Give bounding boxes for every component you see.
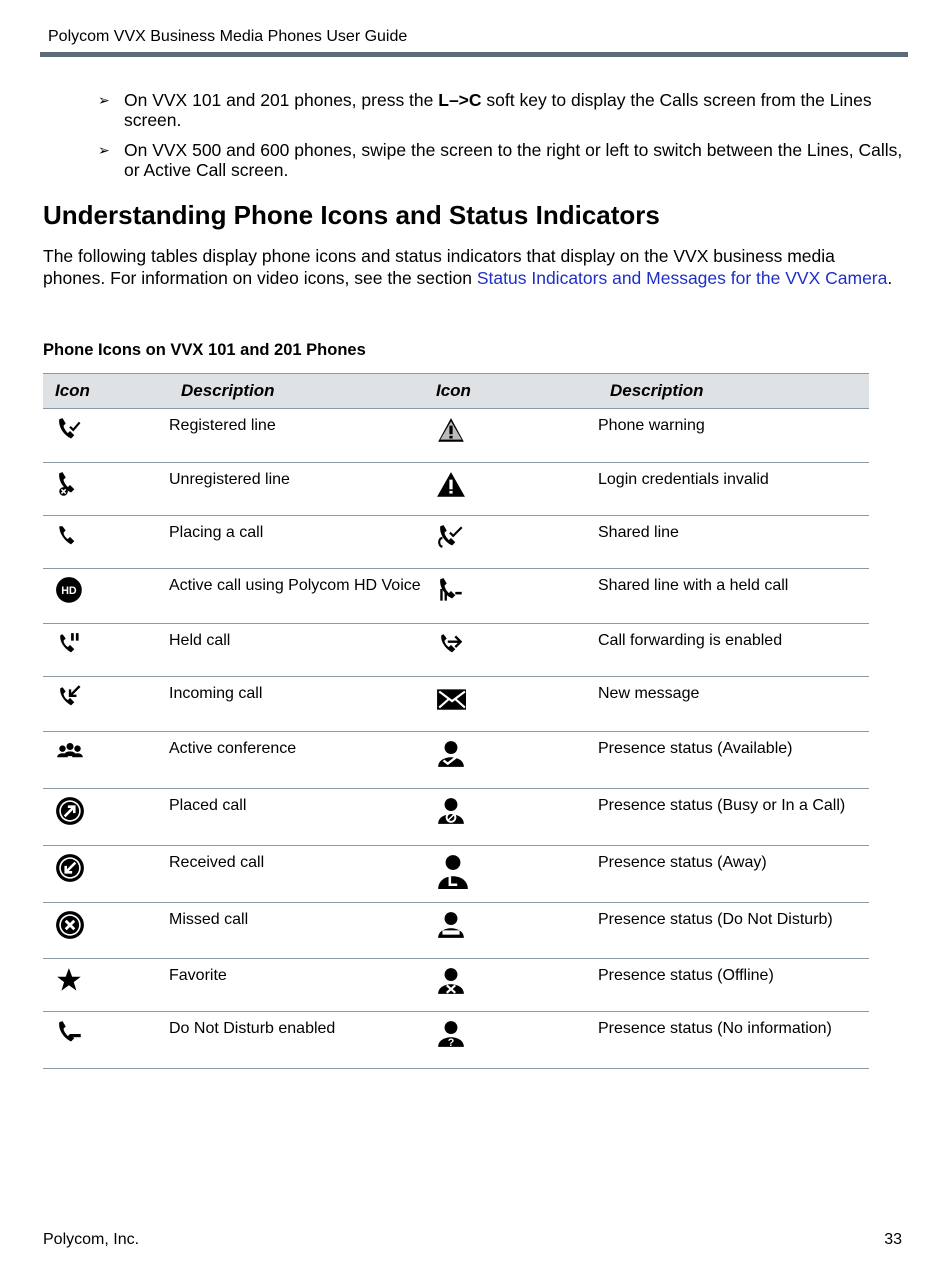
description-cell: Registered line [169, 409, 424, 463]
icon-cell [424, 569, 598, 624]
icon-cell [424, 732, 598, 789]
icon-cell [424, 1012, 598, 1069]
presence-dnd-icon [436, 910, 598, 940]
bullet-text: On VVX 500 and 600 phones, swipe the screen to the right or left to switch between the Lines, Calls, or Active Call screen. [124, 140, 903, 180]
description-cell: Active call using Polycom HD Voice [169, 569, 424, 624]
icon-cell [43, 846, 169, 903]
icon-cell [43, 732, 169, 789]
description-cell: Shared line with a held call [598, 569, 869, 624]
presence-offline-icon [436, 966, 598, 996]
description-cell: Active conference [169, 732, 424, 789]
placing-call-icon [55, 523, 169, 553]
received-call-icon [55, 853, 169, 883]
description-cell: Call forwarding is enabled [598, 624, 869, 677]
icon-cell [43, 463, 169, 516]
missed-call-icon [55, 910, 169, 940]
svg-text:?: ? [447, 1036, 455, 1049]
icon-cell [424, 624, 598, 677]
table-row [43, 959, 869, 1012]
icon-cell [424, 463, 598, 516]
incoming-call-icon [55, 684, 169, 714]
description-cell: Presence status (Offline) [598, 959, 869, 1012]
hd-voice-icon [55, 576, 169, 606]
icon-cell [43, 516, 169, 569]
column-header-description: Description [169, 374, 424, 409]
active-conference-icon [55, 739, 169, 769]
favorite-icon [55, 966, 169, 996]
description-cell: Presence status (Busy or In a Call) [598, 789, 869, 846]
icon-cell [424, 677, 598, 732]
table-row [43, 409, 869, 463]
call-forwarding-icon [436, 631, 598, 661]
presence-busy-icon [436, 796, 598, 826]
phone-icons-table [43, 373, 869, 1069]
icon-cell [424, 409, 598, 463]
icon-cell [43, 409, 169, 463]
description-cell: Favorite [169, 959, 424, 1012]
description-cell: Received call [169, 846, 424, 903]
description-cell: Missed call [169, 903, 424, 959]
unregistered-line-icon [55, 470, 169, 500]
table-row [43, 677, 869, 732]
svg-text:HD: HD [61, 585, 77, 598]
description-cell: Incoming call [169, 677, 424, 732]
icon-cell [424, 959, 598, 1012]
login-invalid-icon [436, 470, 598, 500]
phone-warning-icon [436, 416, 598, 446]
description-cell: Placing a call [169, 516, 424, 569]
description-cell: New message [598, 677, 869, 732]
icon-cell [43, 959, 169, 1012]
table-row [43, 1012, 869, 1069]
description-cell: Presence status (Do Not Disturb) [598, 903, 869, 959]
arrow-bullet-icon: ➢ [98, 142, 110, 158]
icon-cell [424, 516, 598, 569]
icon-cell [43, 903, 169, 959]
table-row [43, 569, 869, 624]
column-header-icon: Icon [43, 374, 169, 409]
table-caption: Phone Icons on VVX 101 and 201 Phones [43, 341, 366, 359]
presence-away-icon [436, 853, 598, 889]
table-row [43, 516, 869, 569]
table-row [43, 846, 869, 903]
header-rule [40, 52, 908, 57]
presence-no-info-icon [436, 1019, 598, 1049]
description-cell: Unregistered line [169, 463, 424, 516]
description-cell: Login credentials invalid [598, 463, 869, 516]
placed-call-icon [55, 796, 169, 826]
shared-line-held-icon [436, 576, 598, 606]
icon-cell [43, 624, 169, 677]
table-row [43, 732, 869, 789]
held-call-icon [55, 631, 169, 661]
arrow-bullet-icon: ➢ [98, 92, 110, 108]
icon-cell [43, 677, 169, 732]
table-row [43, 463, 869, 516]
column-header-icon: Icon [424, 374, 598, 409]
description-cell: Placed call [169, 789, 424, 846]
icon-cell [43, 789, 169, 846]
footer-company: Polycom, Inc. [43, 1231, 140, 1248]
description-cell: Do Not Disturb enabled [169, 1012, 424, 1069]
new-message-icon [436, 684, 598, 714]
icon-cell [43, 1012, 169, 1069]
description-cell: Shared line [598, 516, 869, 569]
table-row [43, 624, 869, 677]
page-number: 33 [884, 1231, 902, 1248]
description-cell: Phone warning [598, 409, 869, 463]
icon-cell [43, 569, 169, 624]
status-indicators-link[interactable]: Status Indicators and Messages for the VVX Camera [476, 268, 888, 288]
registered-line-icon [55, 416, 169, 446]
column-header-description: Description [598, 374, 869, 409]
intro-paragraph: The following tables display phone icons and status indicators that display on the VVX business media phones. For information on video icons, see the section Status Indicators and Messages for the VVX Camera. [43, 246, 893, 288]
bullet-item [98, 90, 908, 130]
bullet-text: On VVX 101 and 201 phones, press the L–>C soft key to display the Calls screen from the Lines screen. [124, 90, 872, 130]
shared-line-icon [436, 523, 598, 553]
description-cell: Presence status (No information) [598, 1012, 869, 1069]
description-cell: Presence status (Away) [598, 846, 869, 903]
section-heading: Understanding Phone Icons and Status Indicators [43, 200, 660, 230]
running-header: Polycom VVX Business Media Phones User Guide [48, 28, 408, 45]
table-header-row [43, 374, 869, 409]
dnd-enabled-icon [55, 1019, 169, 1049]
bullet-item [98, 140, 908, 180]
description-cell: Presence status (Available) [598, 732, 869, 789]
table-row [43, 903, 869, 959]
presence-available-icon [436, 739, 598, 769]
description-cell: Held call [169, 624, 424, 677]
icon-cell [424, 846, 598, 903]
table-row [43, 789, 869, 846]
bullet-list [98, 90, 908, 190]
icon-cell [424, 903, 598, 959]
icon-cell [424, 789, 598, 846]
